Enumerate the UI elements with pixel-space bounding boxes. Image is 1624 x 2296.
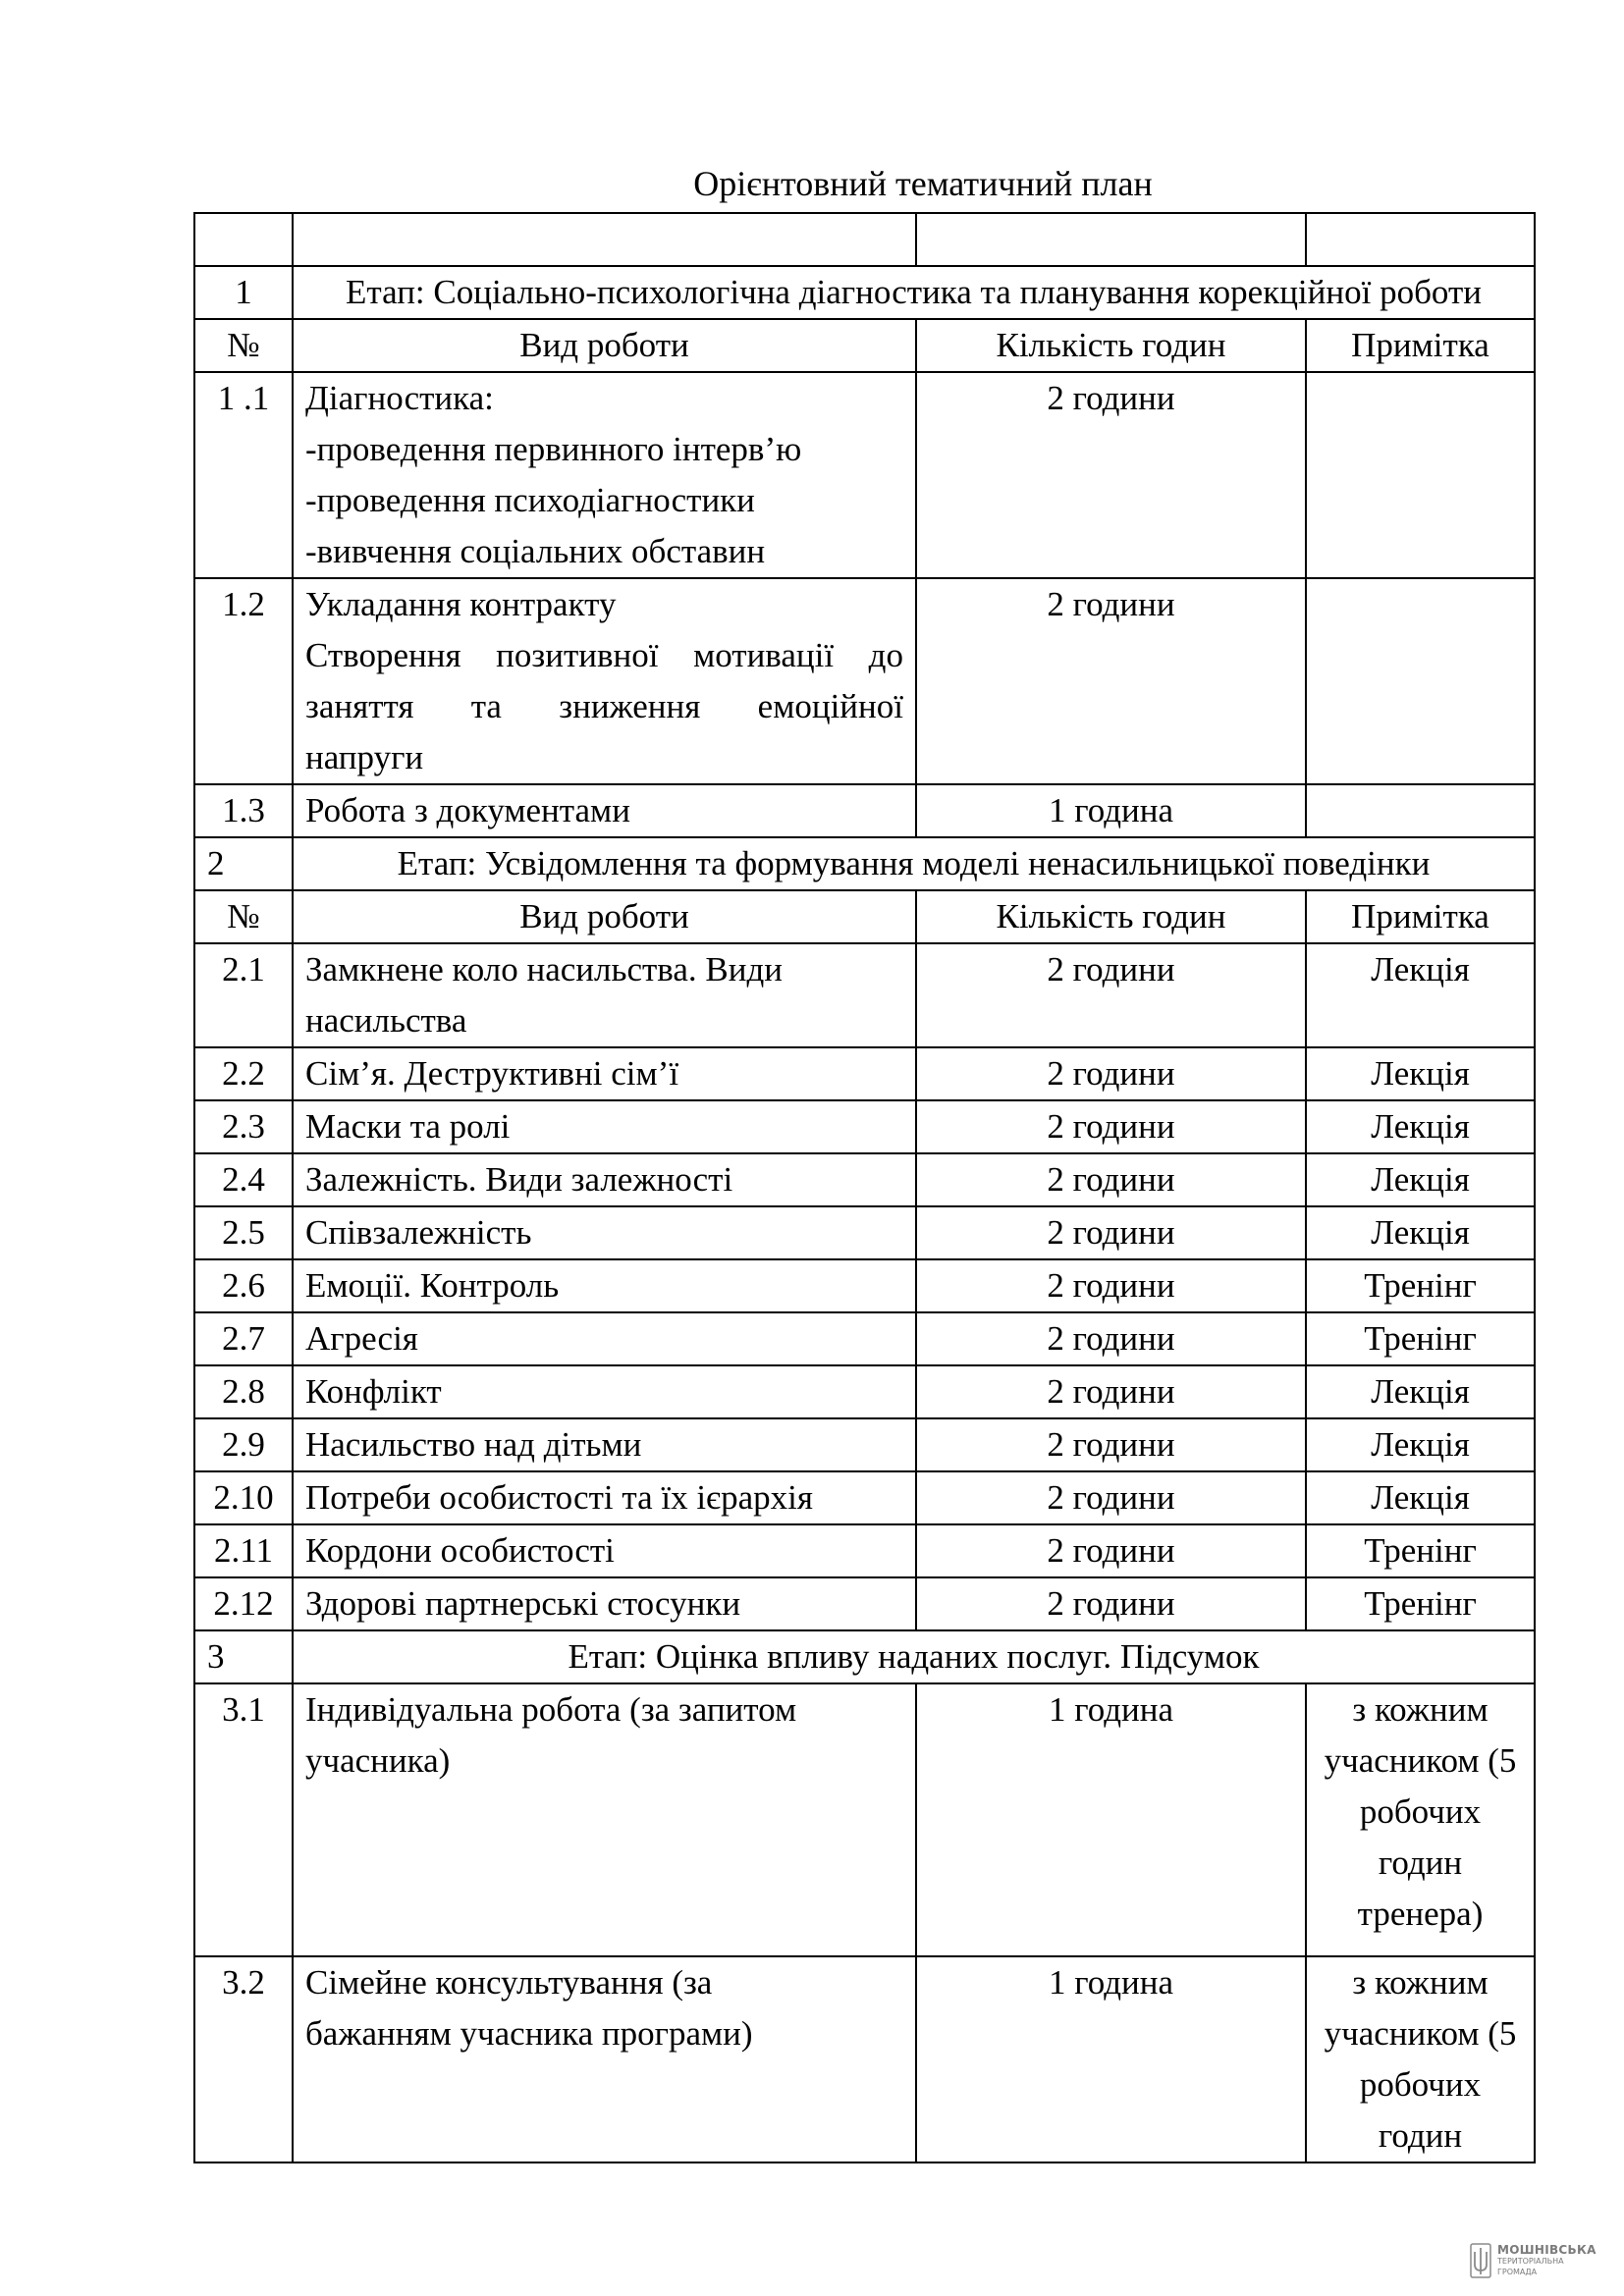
row-number: 1 .1 [194,372,293,578]
table-row [194,1418,1535,1471]
row-work: Емоції. Контроль [293,1259,916,1312]
row-number: 1.3 [194,784,293,837]
row-hours: 2 години [916,1418,1306,1471]
row-work: Конфлікт [293,1365,916,1418]
row-hours: 1 година [916,784,1306,837]
work-line: -проведення психодіагностики [305,481,755,519]
table-row [194,1100,1535,1153]
row-number: 2.11 [194,1524,293,1577]
row-number: 2.9 [194,1418,293,1471]
stage-number: 1 [194,266,293,319]
stage-3-row [194,1630,1535,1683]
header-note: Примітка [1306,890,1535,943]
row-hours: 2 години [916,1365,1306,1418]
row-work [293,578,916,784]
row-number: 2.4 [194,1153,293,1206]
row-hours: 2 години [916,943,1306,1047]
row-hours: 2 години [916,1259,1306,1312]
row-number: 1.2 [194,578,293,784]
row-note: Лекція [1306,1153,1535,1206]
stage-title: Етап: Усвідомлення та формування моделі ненасильницької поведінки [293,837,1535,890]
logo-line-3: ГРОМАДА [1497,2267,1538,2276]
thematic-plan-table [193,212,1536,2163]
row-note: Лекція [1306,1418,1535,1471]
row-work: Здорові партнерські стосунки [293,1577,916,1630]
row-hours: 2 години [916,1100,1306,1153]
row-hours: 2 години [916,1524,1306,1577]
row-number: 3.1 [194,1683,293,1956]
page-title: Орієнтовний тематичний план [693,164,1153,203]
row-number: 3.2 [194,1956,293,2163]
table-row [194,1259,1535,1312]
work-line: напруги [305,738,424,776]
row-note [1306,372,1535,578]
row-hours: 2 години [916,1312,1306,1365]
row-note: Тренінг [1306,1259,1535,1312]
stage-title: Етап: Соціально-психологічна діагностика та планування корекційної роботи [293,266,1535,319]
table-row [194,1365,1535,1418]
row-work: Залежність. Види залежності [293,1153,916,1206]
table-row [194,1577,1535,1630]
work-line: заняття та зниження емоційної [305,687,903,725]
row-hours: 1 година [916,1956,1306,2163]
trident-icon [1470,2243,1491,2278]
row-note: Лекція [1306,1365,1535,1418]
stage-title: Етап: Оцінка впливу наданих послуг. Підсумок [293,1630,1535,1683]
logo-line-2: ТЕРИТОРІАЛЬНА [1497,2256,1564,2266]
row-hours: 2 години [916,1047,1306,1100]
row-work: Сімейне консультування (за бажанням учасника програми) [293,1956,916,2163]
header-hours: Кількість годин [916,319,1306,372]
row-number: 2.6 [194,1259,293,1312]
row-note: Лекція [1306,1471,1535,1524]
table-row [194,1956,1535,2163]
row-number: 2.7 [194,1312,293,1365]
row-hours: 2 години [916,372,1306,578]
table-row [194,943,1535,1047]
table-row [194,372,1535,578]
stage-number: 2 [194,837,293,890]
row-note: Тренінг [1306,1524,1535,1577]
row-work: Потреби особистості та їх ієрархія [293,1471,916,1524]
table-row [194,1312,1535,1365]
work-line: Діагностика: [305,379,494,417]
row-work [293,784,916,837]
row-note: Лекція [1306,943,1535,1047]
row-number: 2.5 [194,1206,293,1259]
row-note: Лекція [1306,1047,1535,1100]
stage-number: 3 [194,1630,293,1683]
table-row [194,578,1535,784]
row-hours: 2 години [916,1471,1306,1524]
row-hours: 2 години [916,1206,1306,1259]
header-num: № [194,890,293,943]
row-work: Насильство над дітьми [293,1418,916,1471]
table-row [194,1471,1535,1524]
row-work: Агресія [293,1312,916,1365]
row-number: 2.8 [194,1365,293,1418]
row-hours: 2 години [916,578,1306,784]
logo-line-1: МОШНІВСЬКА [1497,2242,1597,2257]
row-note: Тренінг [1306,1312,1535,1365]
table-row [194,1524,1535,1577]
row-work: Індивідуальна робота (за запитом учасника) [293,1683,916,1956]
column-header-row [194,319,1535,372]
row-note [1306,578,1535,784]
stage-2-row [194,837,1535,890]
header-note: Примітка [1306,319,1535,372]
row-note [1306,784,1535,837]
work-line: Робота з документами [305,791,630,829]
table-row [194,784,1535,837]
row-note: Лекція [1306,1206,1535,1259]
logo-text [1497,2242,1597,2277]
header-work: Вид роботи [293,890,916,943]
row-number: 2.2 [194,1047,293,1100]
row-number: 2.3 [194,1100,293,1153]
row-note: Лекція [1306,1100,1535,1153]
row-note: Тренінг [1306,1577,1535,1630]
stage-1-row [194,266,1535,319]
row-work: Співзалежність [293,1206,916,1259]
work-line: Укладання контракту [305,585,617,623]
work-line: -вивчення соціальних обставин [305,532,766,570]
row-note: з кожним учасником (5 робочих годин тренера) [1306,1683,1535,1956]
community-logo [1470,2239,1612,2282]
row-note: з кожним учасником (5 робочих годин [1306,1956,1535,2163]
table-row [194,1206,1535,1259]
row-work: Замкнене коло насильства. Види насильства [293,943,916,1047]
table-row [194,1683,1535,1956]
row-hours: 1 година [916,1683,1306,1956]
empty-row [194,213,1535,266]
row-work: Маски та ролі [293,1100,916,1153]
row-number: 2.10 [194,1471,293,1524]
header-work: Вид роботи [293,319,916,372]
work-line: Створення позитивної мотивації до [305,636,903,674]
column-header-row [194,890,1535,943]
table-row [194,1153,1535,1206]
table-row [194,1047,1535,1100]
row-work: Кордони особистості [293,1524,916,1577]
row-hours: 2 години [916,1153,1306,1206]
row-work [293,372,916,578]
row-number: 2.1 [194,943,293,1047]
header-hours: Кількість годин [916,890,1306,943]
row-hours: 2 години [916,1577,1306,1630]
header-num: № [194,319,293,372]
row-work: Сім’я. Деструктивні сім’ї [293,1047,916,1100]
work-line: -проведення первинного інтерв’ю [305,430,802,468]
row-number: 2.12 [194,1577,293,1630]
